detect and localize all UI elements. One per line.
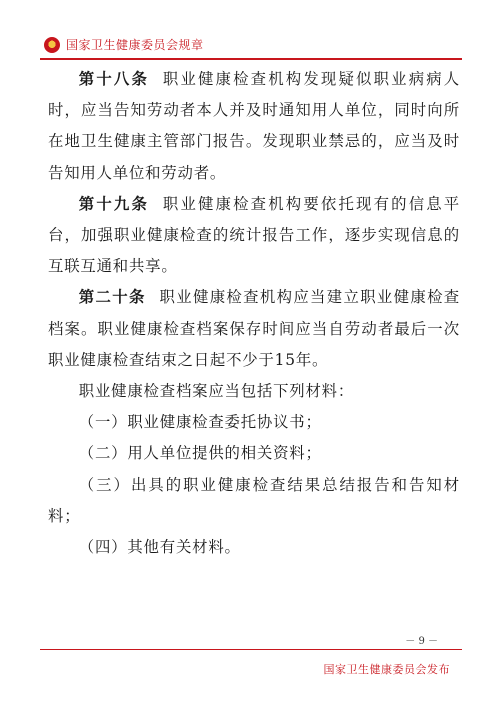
page-number: － 9 － — [405, 636, 438, 647]
national-emblem-icon — [44, 37, 60, 53]
header-title: 国家卫生健康委员会规章 — [66, 38, 204, 52]
header-divider — [40, 58, 462, 60]
article-20 — [48, 282, 460, 376]
list-item: （三）出具的职业健康检查结果总结报告和告知材料； — [48, 475, 460, 525]
list-item: （一）职业健康检查委托协议书； — [78, 413, 322, 432]
article-20-text: 职业健康检查机构应当建立职业健康检查档案。职业健康检查档案保存时间应当自劳动者最后一次职业健康检查结束之日起不少于15年。 — [48, 288, 460, 369]
list-item: （四）其他有关材料。 — [78, 538, 241, 557]
article-19 — [48, 189, 460, 283]
article-18-text: 职业健康检查机构发现疑似职业病病人时，应当告知劳动者本人并及时通知用人单位，同时向所在地卫生健康主管部门报告。发现职业禁忌的，应当及时告知用人单位和劳动者。 — [48, 70, 460, 182]
page-header — [44, 36, 204, 53]
list-intro: 职业健康检查档案应当包括下列材料： — [78, 382, 355, 401]
article-20-title: 第二十条 — [78, 288, 146, 307]
document-body — [48, 64, 460, 563]
footer-divider — [40, 649, 462, 650]
footer-publisher: 国家卫生健康委员会发布 — [323, 663, 450, 676]
article-19-title: 第十九条 — [78, 194, 150, 213]
article-18-title: 第十八条 — [78, 70, 150, 88]
article-18 — [48, 64, 460, 189]
list-item: （二）用人单位提供的相关资料； — [78, 444, 322, 463]
article-19-text: 职业健康检查机构要依托现有的信息平台，加强职业健康检查的统计报告工作，逐步实现信息的互联互通和共享。 — [48, 194, 460, 276]
